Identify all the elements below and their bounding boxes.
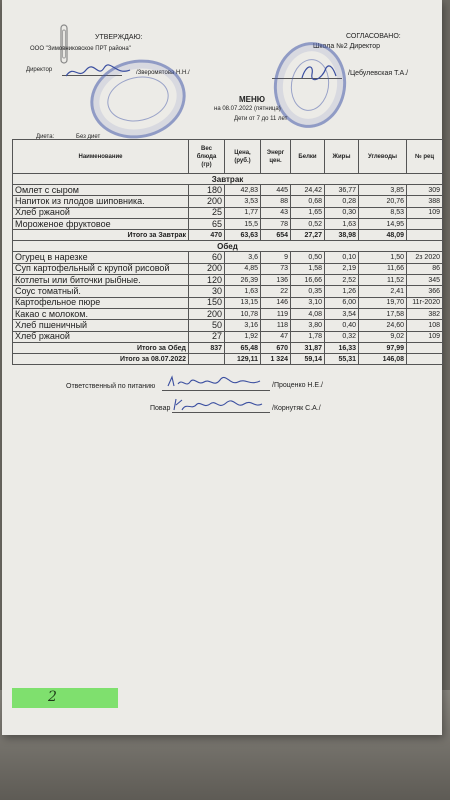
dish-energy: 88 <box>261 196 291 207</box>
dish-carbs: 20,76 <box>359 196 407 207</box>
dish-protein: 0,50 <box>291 252 325 263</box>
total-energy: 654 <box>261 230 291 241</box>
dish-weight: 180 <box>189 185 225 196</box>
dish-energy: 119 <box>261 308 291 319</box>
dish-name: Хлеб ржаной <box>13 207 189 218</box>
dish-energy: 118 <box>261 320 291 331</box>
dish-protein: 3,80 <box>291 320 325 331</box>
dish-name: Огурец в нарезке <box>13 252 189 263</box>
paperclip-icon <box>60 24 68 64</box>
table-row <box>13 196 443 207</box>
dish-energy: 47 <box>261 331 291 342</box>
day-total-protein: 59,14 <box>291 354 325 365</box>
dish-name: Соус томатный. <box>13 286 189 297</box>
dish-name: Хлеб ржаной <box>13 331 189 342</box>
dish-price: 1,92 <box>225 331 261 342</box>
table-row <box>13 297 443 308</box>
col-name: Наименование <box>13 140 189 174</box>
dish-energy: 22 <box>261 286 291 297</box>
dish-protein: 24,42 <box>291 185 325 196</box>
dish-price: 15,5 <box>225 218 261 229</box>
dish-weight: 50 <box>189 320 225 331</box>
dish-energy: 78 <box>261 218 291 229</box>
dish-energy: 136 <box>261 275 291 286</box>
table-row <box>13 207 443 218</box>
dish-price: 3,16 <box>225 320 261 331</box>
table-row <box>13 275 443 286</box>
dish-name: Напиток из плодов шиповника. <box>13 196 189 207</box>
diet-label: Диета: <box>36 134 55 140</box>
dish-fat: 1,26 <box>325 286 359 297</box>
approval-title: УТВЕРЖДАЮ: <box>95 34 143 41</box>
col-recipe: № рец <box>407 140 443 174</box>
dish-energy: 73 <box>261 263 291 274</box>
dish-recipe: 382 <box>407 308 443 319</box>
table-row <box>13 286 443 297</box>
dish-protein: 0,52 <box>291 218 325 229</box>
total-label: Итого за Завтрак <box>13 230 189 241</box>
dish-recipe: 366 <box>407 286 443 297</box>
dish-carbs: 14,95 <box>359 218 407 229</box>
table-row <box>13 308 443 319</box>
dish-weight: 25 <box>189 207 225 218</box>
total-carbs: 97,99 <box>359 342 407 353</box>
menu-date: на 08.07.2022 (пятница) <box>214 106 281 112</box>
day-total-label: Итого за 08.07.2022 <box>13 354 189 365</box>
dish-recipe: 345 <box>407 275 443 286</box>
dish-name: Картофельное пюре <box>13 297 189 308</box>
dish-carbs: 19,70 <box>359 297 407 308</box>
total-recipe-empty <box>407 230 443 241</box>
dish-protein: 1,78 <box>291 331 325 342</box>
dish-recipe: 108 <box>407 320 443 331</box>
dish-price: 3,53 <box>225 196 261 207</box>
total-price: 65,48 <box>225 342 261 353</box>
table-row <box>13 331 443 342</box>
dish-fat: 0,28 <box>325 196 359 207</box>
dish-energy: 43 <box>261 207 291 218</box>
dish-fat: 0,32 <box>325 331 359 342</box>
diet-value: Без диет <box>76 134 101 140</box>
total-energy: 670 <box>261 342 291 353</box>
agreed-org: Школа №2 Директор <box>313 43 381 50</box>
dish-protein: 0,68 <box>291 196 325 207</box>
dish-weight: 200 <box>189 196 225 207</box>
dish-recipe: 11г-2020 <box>407 297 443 308</box>
dish-recipe: 2з 2020 <box>407 252 443 263</box>
day-total-price: 129,11 <box>225 354 261 365</box>
dish-price: 3,6 <box>225 252 261 263</box>
dish-protein: 1,65 <box>291 207 325 218</box>
cook-label: Повар <box>150 405 171 412</box>
dish-weight: 200 <box>189 308 225 319</box>
section-label: Обед <box>13 241 443 252</box>
dish-weight: 120 <box>189 275 225 286</box>
approval-name: /Зверомятова Н.Н./ <box>136 70 190 76</box>
dish-weight: 65 <box>189 218 225 229</box>
lunch-total-row <box>13 342 443 353</box>
dish-name: Какао с молоком. <box>13 308 189 319</box>
dish-fat: 36,77 <box>325 185 359 196</box>
director-signature <box>64 62 134 82</box>
dish-weight: 27 <box>189 331 225 342</box>
table-row <box>13 252 443 263</box>
dish-carbs: 11,52 <box>359 275 407 286</box>
dish-protein: 4,08 <box>291 308 325 319</box>
approval-role: Директор <box>26 67 53 73</box>
agreed-signature <box>298 60 338 84</box>
total-price: 63,63 <box>225 230 261 241</box>
dish-price: 26,39 <box>225 275 261 286</box>
total-carbs: 48,09 <box>359 230 407 241</box>
col-protein: Белки <box>291 140 325 174</box>
dish-fat: 2,52 <box>325 275 359 286</box>
nutrition-signature <box>164 374 264 392</box>
menu-title: МЕНЮ <box>239 95 266 104</box>
total-weight: 837 <box>189 342 225 353</box>
agreed-name: /Цебулевская Т.А./ <box>348 70 409 77</box>
dish-price: 42,83 <box>225 185 261 196</box>
menu-document <box>2 0 442 735</box>
cook-signature <box>170 396 266 414</box>
dish-price: 1,77 <box>225 207 261 218</box>
table-row <box>13 320 443 331</box>
cook-name: /Корнутяк С.А./ <box>272 405 321 412</box>
dish-recipe: 309 <box>407 185 443 196</box>
page-number-sticker <box>12 688 118 708</box>
table-row <box>13 185 443 196</box>
day-total-weight-empty <box>189 354 225 365</box>
dish-carbs: 8,53 <box>359 207 407 218</box>
section-breakfast <box>13 174 443 185</box>
dish-fat: 0,10 <box>325 252 359 263</box>
dish-fat: 2,19 <box>325 263 359 274</box>
dish-recipe: 86 <box>407 263 443 274</box>
col-energy: Энерг цен. <box>261 140 291 174</box>
dish-name: Мороженое фруктовое <box>13 218 189 229</box>
dish-protein: 0,35 <box>291 286 325 297</box>
dish-weight: 200 <box>189 263 225 274</box>
dish-name: Суп картофельный с крупой рисовой <box>13 263 189 274</box>
section-label: Завтрак <box>13 174 443 185</box>
col-carbs: Углеводы <box>359 140 407 174</box>
dish-price: 10,78 <box>225 308 261 319</box>
dish-weight: 150 <box>189 297 225 308</box>
dish-protein: 16,66 <box>291 275 325 286</box>
dish-recipe <box>407 218 443 229</box>
dish-carbs: 1,50 <box>359 252 407 263</box>
table-row <box>13 263 443 274</box>
nutrition-responsible-name: /Проценко Н.Е./ <box>272 382 323 389</box>
approval-org: ООО "Зимовниковское ПРТ района" <box>30 46 131 52</box>
dish-name: Хлеб пшеничный <box>13 320 189 331</box>
dish-price: 13,15 <box>225 297 261 308</box>
col-weight: Вес блюда (гр) <box>189 140 225 174</box>
agreed-title: СОГЛАСОВАНО: <box>346 33 401 40</box>
dish-protein: 3,10 <box>291 297 325 308</box>
table-row <box>13 218 443 229</box>
day-total-recipe-empty <box>407 354 443 365</box>
day-total-row <box>13 354 443 365</box>
dish-fat: 6,00 <box>325 297 359 308</box>
section-lunch <box>13 241 443 252</box>
dish-energy: 9 <box>261 252 291 263</box>
dish-carbs: 11,66 <box>359 263 407 274</box>
dish-carbs: 9,02 <box>359 331 407 342</box>
dish-weight: 60 <box>189 252 225 263</box>
dish-protein: 1,58 <box>291 263 325 274</box>
dish-fat: 3,54 <box>325 308 359 319</box>
dish-carbs: 24,60 <box>359 320 407 331</box>
total-fat: 38,98 <box>325 230 359 241</box>
dish-carbs: 17,58 <box>359 308 407 319</box>
day-total-carbs: 146,08 <box>359 354 407 365</box>
total-protein: 31,87 <box>291 342 325 353</box>
dish-fat: 1,63 <box>325 218 359 229</box>
total-weight: 470 <box>189 230 225 241</box>
total-label: Итого за Обед <box>13 342 189 353</box>
total-fat: 16,33 <box>325 342 359 353</box>
col-fat: Жиры <box>325 140 359 174</box>
dish-carbs: 2,41 <box>359 286 407 297</box>
dish-recipe: 388 <box>407 196 443 207</box>
dish-recipe: 109 <box>407 207 443 218</box>
table-header-row <box>13 140 443 174</box>
menu-age: Дети от 7 до 11 лет <box>234 116 288 122</box>
breakfast-total-row <box>13 230 443 241</box>
total-recipe-empty <box>407 342 443 353</box>
dish-name: Омлет с сыром <box>13 185 189 196</box>
menu-table <box>12 139 443 365</box>
dish-fat: 0,40 <box>325 320 359 331</box>
dish-weight: 30 <box>189 286 225 297</box>
dish-fat: 0,30 <box>325 207 359 218</box>
dish-price: 1,63 <box>225 286 261 297</box>
day-total-fat: 55,31 <box>325 354 359 365</box>
nutrition-responsible-label: Ответственный по питанию <box>66 383 156 390</box>
total-protein: 27,27 <box>291 230 325 241</box>
dish-price: 4,85 <box>225 263 261 274</box>
dish-energy: 146 <box>261 297 291 308</box>
col-price: Цена, (руб.) <box>225 140 261 174</box>
page-number: 2 <box>48 689 57 705</box>
dish-energy: 445 <box>261 185 291 196</box>
dish-carbs: 3,85 <box>359 185 407 196</box>
day-total-energy: 1 324 <box>261 354 291 365</box>
dish-name: Котлеты или биточки рыбные. <box>13 275 189 286</box>
dish-recipe: 109 <box>407 331 443 342</box>
